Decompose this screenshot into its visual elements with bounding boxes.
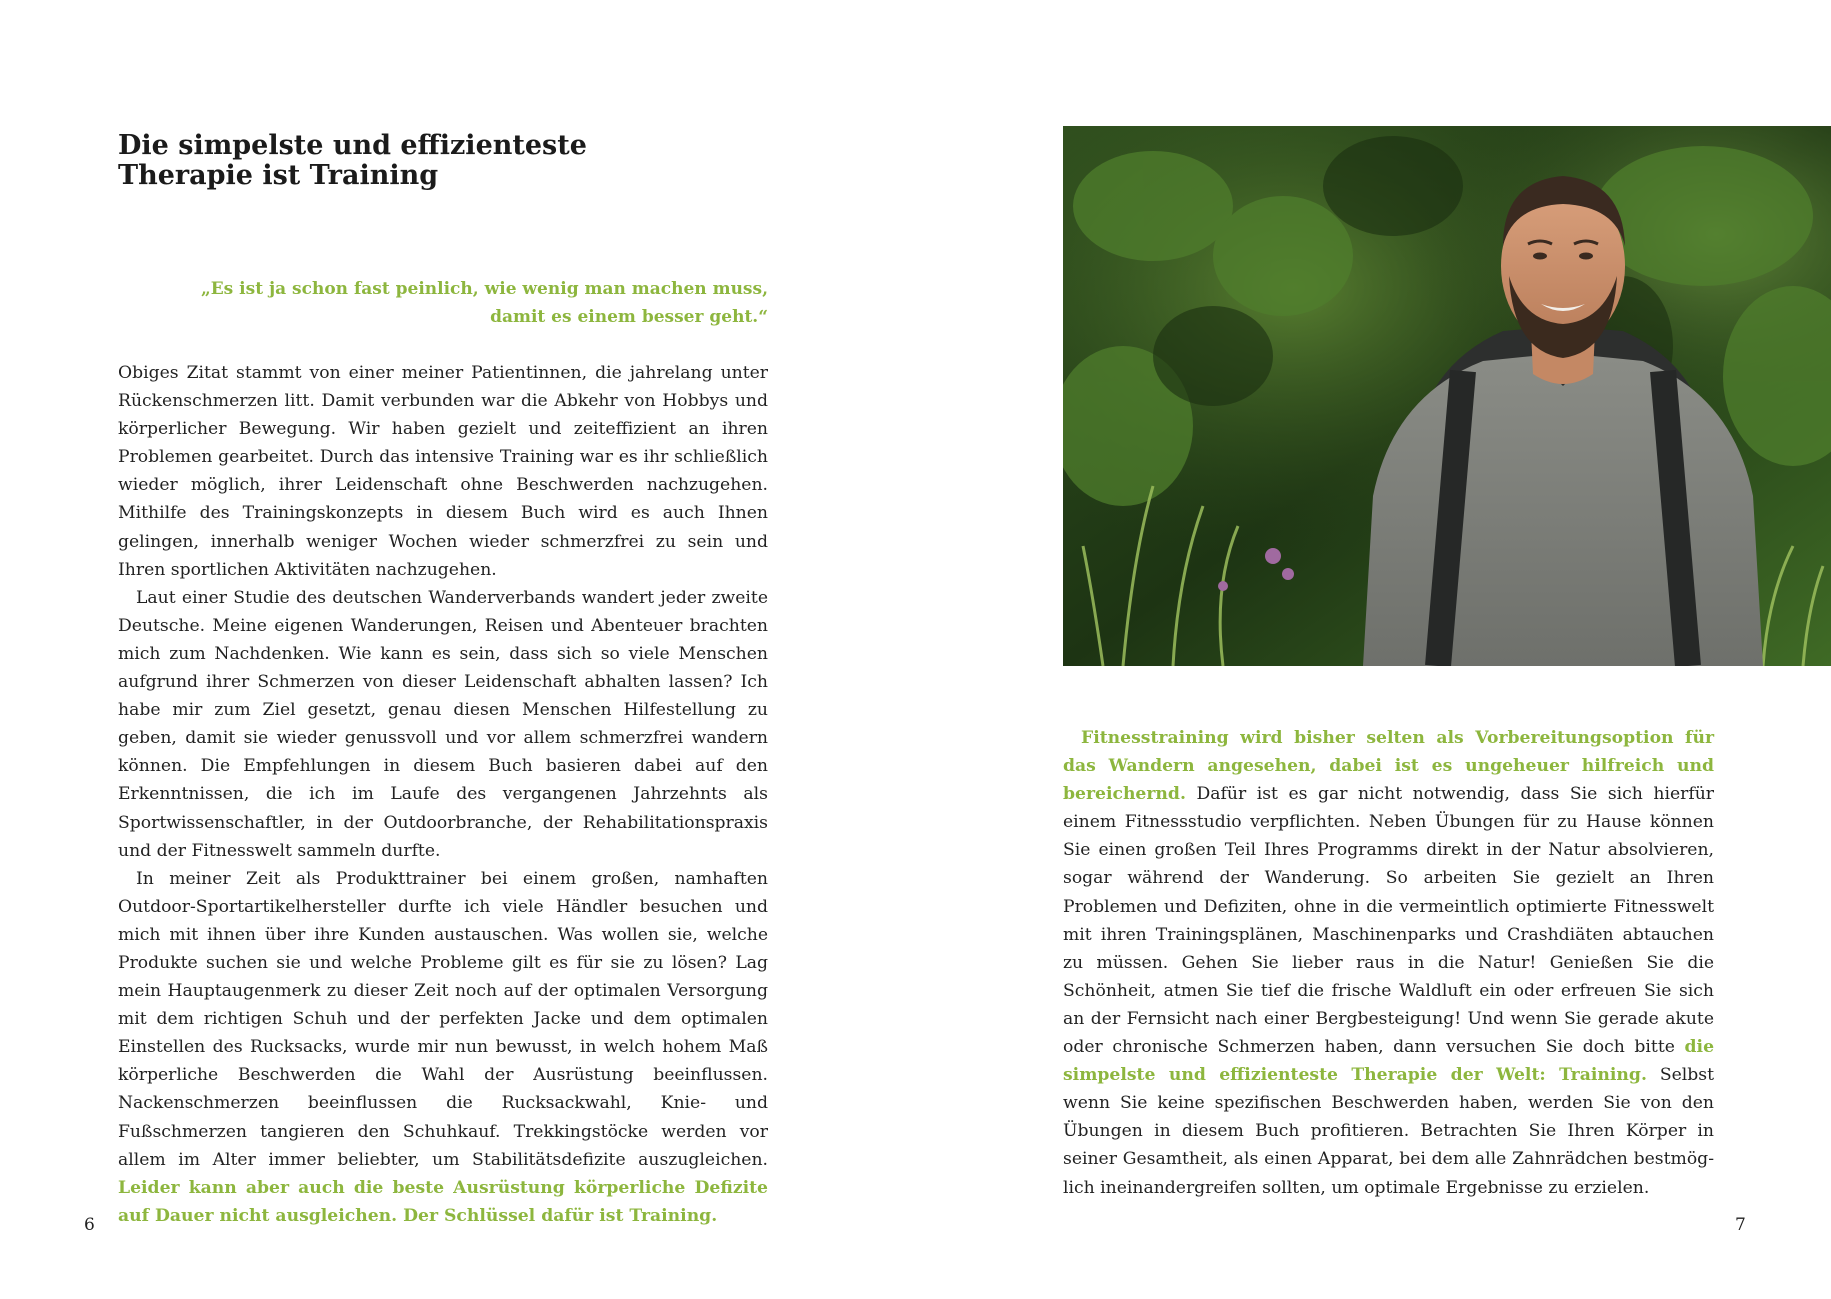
highlighted-text: die simpelste und effizienteste Therapie der Welt: Training. [1063, 1037, 1715, 1086]
paragraph [118, 359, 768, 584]
paragraph-text: In meiner Zeit als Produkttrainer bei einem großen, namhaften Outdoor-Sportartikelhersteller durfte ich viele Händler besuchen und mich mit ihnen über ihre Kunden austauschen. Was wollen sie, welche Produkte suchen sie und welche Probleme gilt es für sie zu lösen? Lag mein Hauptaugenmerk zu dieser Zeit noch auf der optimalen Versorgung mit dem richtigen Schuh und der perfekten Jacke und dem optimalen Einstellen des Rucksacks, wurde mir nun bewusst, in welch hohem Maß körperliche Beschwerden die Wahl der Ausrüstung beeinflussen. Nackenschmerzen beeinflussen die Rucksackwahl, Knie- und Fußschmerzen tangieren den Schuhkauf. Trekkingstöcke werden vor allem im Alter immer beliebter, um Stabilitätsdefizite auszugleichen. [118, 868, 768, 1170]
highlighted-text: Leider kann aber auch die beste Ausrüstung körperliche Defizite auf Dauer nicht ausgleichen. Der Schlüssel dafür ist Training. [118, 1177, 768, 1226]
page-number-left: 6 [84, 1215, 95, 1235]
pull-quote-line: damit es einem besser geht.“ [490, 307, 768, 327]
paragraph-text: Obiges Zitat stammt von einer meiner Patientinnen, die jahrelang unter Rückenschmerzen litt. Damit verbunden war die Abkehr von Hobbys und körperlicher Bewegung. Wir haben gezielt und zeiteffizient an ihren Problemen gearbeitet. Durch das intensive Training war es ihr schließlich wieder möglich, ihrer Leidenschaft ohne Beschwerden nachzugehen. Mithilfe des Trainingskonzepts in diesem Buch wird es auch Ihnen gelingen, innerhalb weniger Wochen wieder schmerzfrei zu sein und Ihren sportlichen Aktivitäten nachzugehen. [118, 363, 768, 580]
chapter-title: Die simpelste und effizienteste Therapie ist Training [118, 130, 587, 191]
left-page [0, 0, 915, 1299]
left-body-text [118, 359, 768, 1230]
paragraph-text: Selbst wenn Sie keine spezifischen Beschwerden haben, werden Sie von den Übungen in diesem Buch profitieren. Betrachten Sie Ihren Körper in seiner Gesamtheit, als einen Apparat, bei dem alle Zahnrädchen bestmöglich ineinandergreifen sollten, um optimale Ergebnisse zu erzielen. [1063, 1065, 1714, 1198]
pull-quote [180, 275, 768, 331]
paragraph [1063, 724, 1714, 1202]
highlighted-intro: Fitnesstraining wird bisher selten als Vorbereitungsoption für das Wandern angesehen, dabei ist es ungeheuer hilfreich und bereichernd. [1063, 728, 1714, 805]
right-page [915, 0, 1831, 1299]
paragraph-text: Dafür ist es gar nicht notwendig, dass Sie sich hierfür einem Fitnessstudio verpflichten. Neben Übungen für zu Hause können Sie einen großen Teil Ihres Programms direkt in der Natur absolvieren, sogar während der Wanderung. So arbeiten Sie gezielt an Ihren Problemen und Defiziten, ohne in die vermeintlich optimierte Fitnesswelt mit ihren Trainingsplänen, Maschinenparks und Crashdiäten abtauchen zu müssen. Gehen Sie lieber raus in die Natur! Genießen Sie die Schönheit, atmen Sie tief die frische Waldluft ein oder erfreuen Sie sich an der Fernsicht nach einer Bergbesteigung! Und wenn Sie gerade akute oder chronische Schmerzen haben, dann versuchen Sie doch bitte [1063, 784, 1715, 1058]
page-number-right: 7 [1735, 1215, 1746, 1235]
pull-quote-line: „Es ist ja schon fast peinlich, wie wenig man machen muss, [200, 279, 768, 299]
paragraph-text: Laut einer Studie des deutschen Wanderverbands wandert jeder zweite Deutsche. Meine eigenen Wanderungen, Reisen und Abenteuer brachten mich zum Nachdenken. Wie kann es sein, dass sich so viele Menschen aufgrund ihrer Schmerzen von dieser Leidenschaft abhalten lassen? Ich habe mir zum Ziel gesetzt, genau diesen Menschen Hilfestellung zu geben, damit sie wieder genussvoll und vor allem schmerzfrei wandern können. Die Empfehlungen in diesem Buch basieren dabei auf den Erkenntnissen, die ich im Laufe des vergangenen Jahrzehnts als Sportwissenschaftler, in der Outdoorbranche, der Rehabilitationspraxis und der Fitnesswelt sammeln durfte. [118, 587, 768, 861]
paragraph [118, 584, 768, 865]
paragraph [118, 865, 768, 1230]
right-body-text [1063, 724, 1714, 1202]
hiker-photo-illustration [1063, 126, 1831, 666]
portrait-photo [1063, 126, 1831, 666]
